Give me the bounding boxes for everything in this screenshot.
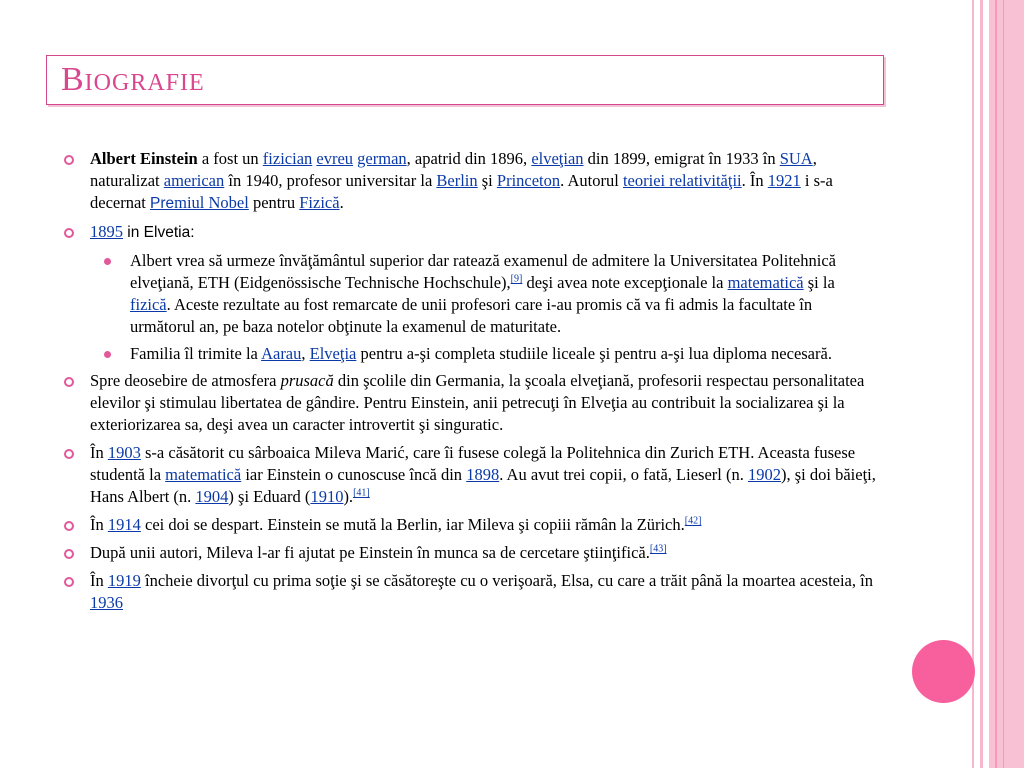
link-teoria-relativitatii[interactable]: teoriei relativităţii — [622, 171, 742, 190]
text: , naturalizat — [90, 149, 817, 190]
text: s-a căsătorit cu sârboaica Mileva Marić, care îi fusese colegă la Politehnica din Zurich ETH. Aceasta fusese studentă la — [90, 443, 856, 484]
link-german[interactable]: german — [357, 149, 407, 168]
link-matematica[interactable]: matematică — [727, 273, 804, 292]
bullet-ring-icon — [64, 155, 74, 165]
slide-content — [64, 148, 879, 620]
text: din 1899, emigrat în 1933 în — [583, 149, 780, 168]
ref-41[interactable]: [41] — [353, 487, 370, 499]
text: După unii autori, Mileva l-ar fi ajutat pe Einstein în munca sa de cercetare ştiinţifică. — [90, 543, 650, 562]
text: . — [339, 193, 344, 212]
text: iar Einstein o cunoscuse încă din — [241, 465, 467, 484]
link-part: miul Nobel — [174, 193, 249, 212]
bullet-mileva-ajutor — [64, 542, 879, 564]
link-1898[interactable]: 1898 — [466, 465, 500, 484]
text: . Autorul — [560, 171, 623, 190]
bullet-ring-icon — [64, 577, 74, 587]
bullet-divort — [64, 570, 879, 614]
name-bold: Albert Einstein — [90, 149, 198, 168]
bullet-ring-icon — [64, 549, 74, 559]
text: În — [90, 443, 108, 462]
text: . Aceste rezultate au fost remarcate de unii profesori care i-au promis că va fi admis la facultate în următorul an, pe baza notelor obţinute la examenul de maturitate. — [130, 295, 813, 336]
link-matematica-2[interactable]: matematică — [165, 465, 242, 484]
text: încheie divorţul cu prima soţie şi se căsătoreşte cu o verişoară, Elsa, cu care a trăit până la moartea acesteia, în — [140, 571, 873, 590]
link-1902[interactable]: 1902 — [748, 465, 781, 484]
text: Spre deosebire de atmosfera — [90, 371, 281, 390]
stripe-wide — [989, 0, 1024, 768]
bullet-einstein-intro — [64, 148, 879, 215]
bullet-casatorie — [64, 442, 879, 508]
decorative-stripes — [972, 0, 1024, 768]
link-1910[interactable]: 1910 — [310, 487, 344, 506]
stripe-medium — [980, 0, 983, 768]
link-1936[interactable]: 1936 — [90, 593, 123, 612]
text: . Au avut trei copii, o fată, Lieserl (n. — [499, 465, 748, 484]
link-aarau[interactable]: Aarau — [261, 344, 302, 363]
link-premiul-nobel[interactable] — [150, 193, 249, 212]
bullet-ring-icon — [64, 449, 74, 459]
bullet-1895 — [64, 221, 879, 244]
text: , apatrid din 1896, — [406, 149, 532, 168]
stripe-thin — [972, 0, 974, 768]
text: ). — [343, 487, 354, 506]
link-1914[interactable]: 1914 — [107, 515, 141, 534]
link-fizica[interactable]: Fizică — [299, 193, 340, 212]
link-fizician[interactable]: fizician — [262, 149, 313, 168]
text: din şcolile din Germania, la şcoala elveţiană, profesorii respectau personalitatea elevilor şi stimulau libertatea de gândire. Pentru Einstein, anii petrecuţi în Elveţia au contribuit la socializarea şi la exteriorizarea sa, deşi avea un caracter introvertit şi singuratic. — [90, 371, 865, 434]
link-1921[interactable]: 1921 — [767, 171, 801, 190]
text: În — [90, 515, 108, 534]
text: , — [301, 344, 310, 363]
text: in Elvetia: — [123, 224, 195, 241]
text: în 1940, profesor universitar la — [224, 171, 437, 190]
slide-title: Biografie — [61, 61, 205, 98]
link-1904[interactable]: 1904 — [195, 487, 229, 506]
bullet-dot-icon — [104, 351, 111, 358]
text: ) şi Eduard ( — [228, 487, 311, 506]
bullet-ring-icon — [64, 521, 74, 531]
link-evreu[interactable]: evreu — [316, 149, 354, 168]
text: pentru a-şi completa studiile liceale şi pentru a-şi lua diploma necesară. — [356, 344, 832, 363]
text: şi la — [803, 273, 835, 292]
link-part: Pre — [150, 195, 175, 212]
link-sua[interactable]: SUA — [779, 149, 813, 168]
bullet-dot-icon — [104, 258, 111, 265]
italic-text: prusacă — [280, 371, 334, 390]
link-american[interactable]: american — [163, 171, 225, 190]
link-1895[interactable]: 1895 — [90, 222, 123, 241]
text: pentru — [248, 193, 300, 212]
link-princeton[interactable]: Princeton — [496, 171, 561, 190]
bullet-ring-icon — [64, 377, 74, 387]
text: şi — [477, 171, 497, 190]
text: ), şi doi băieţi, Hans Albert (n. — [90, 465, 876, 506]
ref-43[interactable]: [43] — [649, 543, 667, 555]
decorative-circle — [912, 640, 975, 703]
text: Albert vrea să urmeze învăţământul superior dar ratează examenul de admitere la Universitatea Politehnică elveţiană, ETH (Eidgenössische Technische Hochschule), — [130, 251, 836, 292]
ref-42[interactable]: [42] — [684, 515, 702, 527]
text: . În — [741, 171, 768, 190]
title-box — [46, 55, 884, 105]
bullet-atmosfera — [64, 370, 879, 436]
link-elvetia[interactable]: Elveţia — [309, 344, 357, 363]
text: a fost un — [197, 149, 263, 168]
sub-bullet-admitere — [64, 250, 879, 338]
text: cei doi se despart. Einstein se mută la Berlin, iar Mileva şi copiii rămân la Zürich. — [140, 515, 685, 534]
link-fizica-2[interactable]: fizică — [130, 295, 167, 314]
bullet-despartire — [64, 514, 879, 536]
link-elvetian[interactable]: elveţian — [531, 149, 584, 168]
link-1903[interactable]: 1903 — [107, 443, 141, 462]
text: i s-a decernat — [90, 171, 833, 212]
text: deşi avea note excepţionale la — [522, 273, 728, 292]
sub-bullet-familia — [64, 343, 879, 365]
text: În — [90, 571, 108, 590]
ref-9[interactable]: [9] — [510, 273, 523, 285]
text: Familia îl trimite la — [130, 344, 262, 363]
link-1919[interactable]: 1919 — [107, 571, 141, 590]
link-berlin[interactable]: Berlin — [436, 171, 478, 190]
bullet-ring-icon — [64, 228, 74, 238]
